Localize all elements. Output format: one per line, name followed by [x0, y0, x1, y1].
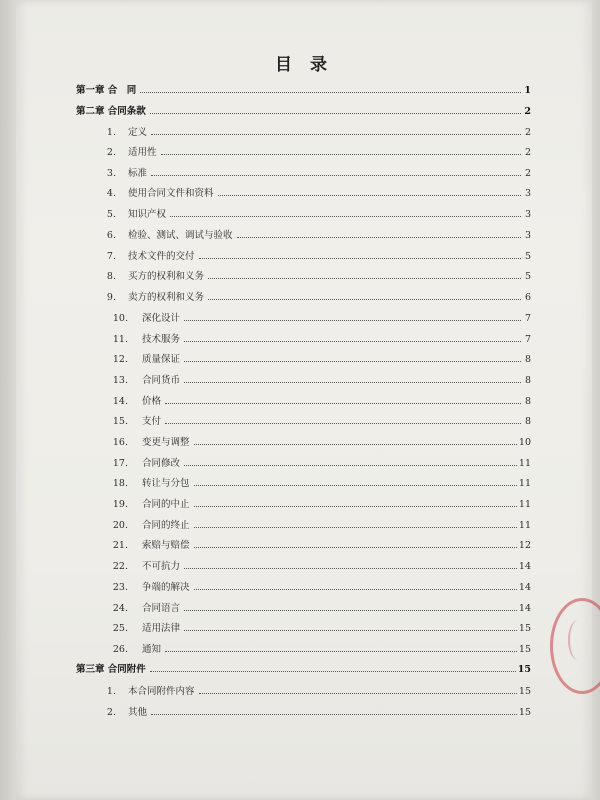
toc-dot-leader [194, 546, 517, 548]
toc-dot-leader [184, 381, 521, 383]
toc-page-number: 2 [524, 127, 531, 138]
toc-entry-label: 通知 [142, 644, 162, 655]
toc-entry [76, 262, 531, 282]
toc-entry-label: 卖方的权利和义务 [128, 292, 205, 303]
toc-entry [76, 677, 531, 697]
toc-entry [76, 387, 531, 407]
toc-entry [76, 428, 531, 448]
toc-page-number: 15 [518, 644, 531, 655]
toc-page-number: 6 [524, 292, 531, 303]
toc-entry [76, 325, 531, 345]
toc-entry [76, 511, 531, 531]
toc-entry [76, 407, 531, 427]
toc-entry-label: 检验、测试、调试与验收 [128, 230, 233, 241]
toc-entry [76, 698, 531, 718]
toc-entry [76, 304, 531, 324]
toc-entry-number: 15. [112, 416, 128, 427]
toc-dot-leader [199, 257, 521, 259]
toc-entry-number: 13. [112, 375, 128, 386]
toc-dot-leader [194, 526, 517, 528]
toc-dot-leader [151, 133, 521, 135]
toc-dot-leader [218, 194, 521, 196]
toc-dot-leader [170, 215, 521, 217]
toc-entry-number: 1. [106, 686, 116, 697]
toc-entry-label: 变更与调整 [142, 437, 190, 448]
toc-entry-label: 合同语言 [142, 603, 181, 614]
toc-dot-leader [208, 298, 521, 300]
toc-page-number: 11 [518, 520, 531, 531]
toc-page-number: 8 [524, 375, 531, 386]
toc-entry-number: 5. [106, 209, 116, 220]
toc-dot-leader [151, 174, 521, 176]
toc-entry-number: 22. [112, 561, 128, 572]
toc-dot-leader [184, 609, 517, 611]
toc-entry [76, 200, 531, 220]
toc-entry-label: 质量保证 [142, 354, 181, 365]
toc-dot-leader [194, 443, 517, 445]
toc-entry-label: 第一章 合 同 [76, 85, 137, 96]
toc-dot-leader [184, 464, 517, 466]
toc-dot-leader [184, 360, 521, 362]
toc-title: 目 录 [275, 55, 333, 75]
toc-dot-leader [165, 402, 521, 404]
toc-dot-leader [165, 650, 517, 652]
toc-dot-leader [184, 319, 521, 321]
toc-page-number: 2 [524, 147, 531, 158]
toc-entry [76, 221, 531, 241]
toc-entry-number: 25. [112, 623, 128, 634]
toc-dot-leader [184, 340, 521, 342]
toc-dot-leader [150, 670, 516, 672]
toc-entry-number: 20. [112, 520, 128, 531]
toc-entry [76, 138, 531, 158]
toc-entry [76, 531, 531, 551]
toc-entry-number: 16. [112, 437, 128, 448]
toc-chapter-entry [76, 655, 531, 675]
toc-entry-number: 12. [112, 354, 128, 365]
toc-chapter-entry [76, 76, 531, 96]
toc-page-number: 5 [524, 271, 531, 282]
toc-entry [76, 594, 531, 614]
toc-dot-leader [208, 277, 521, 279]
toc-entry-number: 21. [112, 540, 128, 551]
toc-dot-leader [140, 91, 521, 93]
toc-entry-number: 18. [112, 478, 128, 489]
toc-entry [76, 345, 531, 365]
red-seal-stamp-detail [568, 620, 588, 660]
toc-entry-label: 支付 [142, 416, 162, 427]
toc-entry-label: 合同的终止 [142, 520, 190, 531]
toc-dot-leader [194, 484, 517, 486]
toc-entry-label: 使用合同文件和资料 [128, 188, 214, 199]
toc-entry-number: 4. [106, 188, 116, 199]
toc-dot-leader [237, 236, 521, 238]
toc-entry-number: 2. [106, 147, 116, 158]
toc-entry [76, 242, 531, 262]
toc-page-number: 7 [524, 313, 531, 324]
toc-chapter-entry [76, 97, 531, 117]
toc-page-number: 1 [524, 85, 531, 96]
toc-entry-label: 买方的权利和义务 [128, 271, 205, 282]
toc-page-number: 3 [524, 230, 531, 241]
toc-dot-leader [184, 629, 517, 631]
toc-entry-label: 第二章 合同条款 [76, 106, 146, 117]
toc-page-number: 14 [518, 582, 531, 593]
toc-entry-label: 定义 [128, 127, 148, 138]
toc-page-number: 8 [524, 396, 531, 407]
toc-dot-leader [150, 112, 521, 114]
toc-entry-number: 19. [112, 499, 128, 510]
toc-page-number: 15 [517, 664, 531, 675]
toc-page-number: 10 [518, 437, 531, 448]
toc-entry [76, 366, 531, 386]
toc-page-number: 15 [518, 686, 531, 697]
toc-entry-label: 转让与分包 [142, 478, 190, 489]
toc-entry-label: 适用性 [128, 147, 157, 158]
toc-entry-number: 10. [112, 313, 128, 324]
toc-page-number: 12 [518, 540, 531, 551]
toc-entry [76, 469, 531, 489]
toc-page-number: 2 [524, 168, 531, 179]
toc-dot-leader [184, 567, 517, 569]
toc-entry [76, 552, 531, 572]
toc-entry-label: 深化设计 [142, 313, 181, 324]
toc-entry-label: 合同货币 [142, 375, 181, 386]
toc-page-number: 14 [518, 561, 531, 572]
toc-dot-leader [151, 713, 517, 715]
toc-entry-label: 合同修改 [142, 458, 181, 469]
toc-page-number: 14 [518, 603, 531, 614]
toc-entry-number: 2. [106, 707, 116, 718]
toc-entry-label: 价格 [142, 396, 162, 407]
toc-entry-label: 适用法律 [142, 623, 181, 634]
document-page [16, 0, 592, 800]
toc-page-number: 8 [524, 416, 531, 427]
toc-entry [76, 449, 531, 469]
toc-entry [76, 614, 531, 634]
toc-entry-number: 8. [106, 271, 116, 282]
toc-entry-label: 本合同附件内容 [128, 686, 195, 697]
toc-page-number: 11 [518, 499, 531, 510]
toc-entry-number: 7. [106, 251, 116, 262]
toc-dot-leader [194, 505, 517, 507]
toc-page-number: 3 [524, 188, 531, 199]
toc-entry-label: 第三章 合同附件 [76, 664, 146, 675]
toc-entry-label: 不可抗力 [142, 561, 181, 572]
toc-entry-label: 技术文件的交付 [128, 251, 195, 262]
toc-entry [76, 179, 531, 199]
toc-entry-label: 技术服务 [142, 334, 181, 345]
toc-entry [76, 490, 531, 510]
toc-entry [76, 118, 531, 138]
toc-entry-number: 24. [112, 603, 128, 614]
toc-entry-label: 争端的解决 [142, 582, 190, 593]
toc-dot-leader [161, 153, 521, 155]
toc-entry-label: 知识产权 [128, 209, 167, 220]
toc-page-number: 3 [524, 209, 531, 220]
toc-page-number: 11 [518, 458, 531, 469]
toc-page-number: 7 [524, 334, 531, 345]
toc-entry [76, 573, 531, 593]
toc-entry-number: 11. [112, 334, 128, 345]
toc-entry [76, 635, 531, 655]
toc-page-number: 15 [518, 707, 531, 718]
toc-entry-number: 17. [112, 458, 128, 469]
toc-page-number: 2 [524, 106, 531, 117]
toc-entry-number: 6. [106, 230, 116, 241]
toc-dot-leader [194, 588, 517, 590]
toc-entry-number: 26. [112, 644, 128, 655]
toc-page-number: 15 [518, 623, 531, 634]
toc-entry-label: 合同的中止 [142, 499, 190, 510]
toc-entry-number: 14. [112, 396, 128, 407]
toc-entry-number: 3. [106, 168, 116, 179]
toc-entry-number: 1. [106, 127, 116, 138]
toc-page-number: 11 [518, 478, 531, 489]
toc-entry [76, 159, 531, 179]
toc-entry-number: 9. [106, 292, 116, 303]
toc-page-number: 8 [524, 354, 531, 365]
toc-entry [76, 283, 531, 303]
toc-dot-leader [165, 422, 521, 424]
toc-dot-leader [199, 692, 517, 694]
toc-entry-label: 其他 [128, 707, 148, 718]
toc-entry-label: 索赔与赔偿 [142, 540, 190, 551]
toc-page-number: 5 [524, 251, 531, 262]
toc-entry-label: 标准 [128, 168, 148, 179]
toc-entry-number: 23. [112, 582, 128, 593]
